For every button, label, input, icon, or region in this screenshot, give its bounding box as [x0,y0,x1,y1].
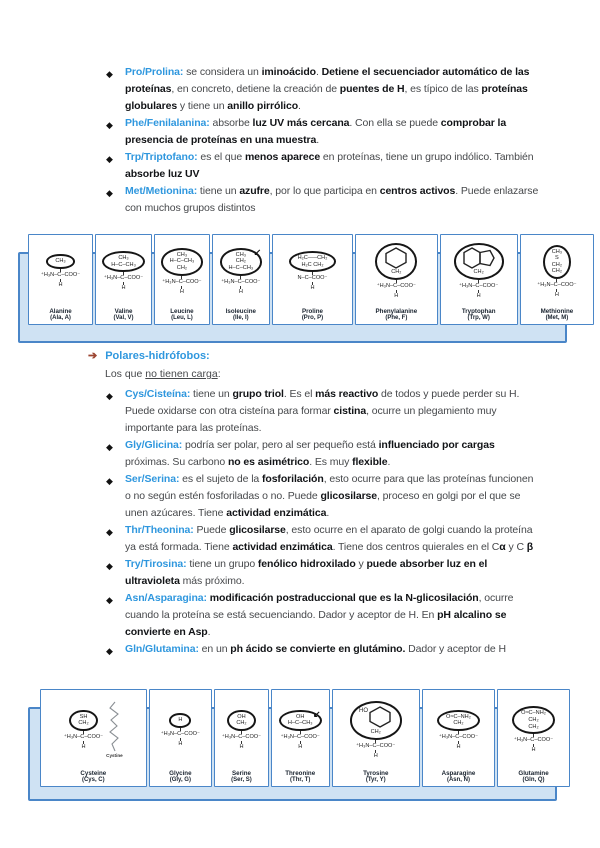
structure-column [220,237,263,306]
aminoacid-name: Tyrosine [363,769,389,777]
text-segment: puede absorber luz en el ultravioleta [125,558,488,587]
polar-aminoacids-list [106,386,537,658]
structure-column [289,237,337,306]
formula-line: H–C–CH₃ [228,265,254,272]
text-segment: . [326,507,330,519]
text-segment: , esto ocurre para que las proteínas funcionen o no según estén fosforiladas o no. Puede [125,473,534,502]
structure-column [41,237,80,306]
aminoacid-cell-alanine [28,234,93,325]
text-segment: , en concreto, detiene la creación de [171,83,340,95]
text-segment: podría ser polar, pero al ser pequeño está [182,439,379,451]
text-segment: , esto ocurre en el aparato de golgi cuando la proteína ya está formada. Tiene [125,524,533,553]
svg-text:HO: HO [358,707,368,714]
formula-line: CH₂ [235,258,246,265]
structure-column [537,237,576,306]
text-segment: . Tiene dos centros quierales en el C [332,541,500,553]
text-segment: . Puede enlazarse con muchos grupos distintos [125,185,539,214]
formula-line: CH₂ [391,269,402,276]
side-chain-circle [543,245,571,279]
indole-ring-icon [463,247,495,269]
structure-column [375,237,417,306]
aminoacid-code: (Gly, G) [169,777,191,783]
text-segment: luz UV más cercana [252,117,350,129]
alpha-hydrogen: H [531,747,536,754]
cystine-structure-icon [106,701,122,753]
aminoacid-code: (Thr, T) [290,777,311,783]
backbone-formula: ⁺H₃N–C–COO⁻ [280,733,320,740]
list-item [106,149,539,183]
aminoacid-name: Threonine [285,769,316,777]
side-chain-circle [220,248,263,276]
structure-column [161,237,204,306]
alpha-hydrogen: H [239,743,244,750]
bullet-diamond-icon: ◆ [106,476,113,486]
text-segment: proteínas globulares [125,83,528,112]
backbone-formula: ⁺H₃N–C–COO⁻ [376,283,416,290]
aminoacid-term: Gly/Glicina: [125,439,183,451]
aminoacid-cell-glycine [149,689,212,787]
aminoacid-name: Glycine [169,769,192,777]
chiral-carbon-arrow-icon: ↙ [253,246,262,257]
hydrophobic-aminoacids-list [106,64,539,217]
aminoacid-term: Try/Tirosina: [125,558,187,570]
formula-line: CH₃ [551,248,563,255]
chiral-carbon-arrow-icon: ↙ [313,708,321,719]
aminoacid-cell-serine [214,689,269,787]
text-segment: actividad enzimática [226,507,327,519]
formula-line: OH [296,713,305,720]
aminoacid-code: (Pro, P) [301,315,324,321]
text-segment: no es asimétrico [227,456,310,468]
side-chain-circle [102,251,145,272]
text-segment: tiene un [190,388,233,400]
side-chain-circle [227,710,255,731]
list-item [106,386,537,437]
text-segment: más próximo. [179,575,245,587]
formula-line: CH₂ [473,269,484,276]
backbone-formula: ⁺H₃N–C–COO⁻ [459,283,499,290]
aminoacid-code: (Ile, I) [233,315,249,321]
formula-line: CH₂ [176,265,188,272]
aminoacid-cell-valine [95,234,152,325]
aminoacid-code: (Val, V) [113,315,134,321]
aminoacid-name: Methionine [540,307,574,315]
backbone-formula: ⁺H₃N–C–COO⁻ [513,737,554,744]
aminoacid-term: Gln/Glutamina: [125,643,199,655]
formula-line: CH₂ [370,728,381,735]
text-segment: es el que [197,151,245,163]
text-segment: glicosilarse [320,490,378,502]
formula-line: CH₂ [236,720,247,727]
bullet-diamond-icon: ◆ [106,442,113,452]
formula-line: H₂C CH₂ [301,261,324,268]
text-segment: absorbe [209,117,253,129]
alpha-hydrogen: H [58,282,63,289]
text-segment: , por lo que participa en [269,185,380,197]
list-item [106,641,537,658]
aminoacid-name: Phenylalanine [375,307,418,315]
aminoacid-term: Cys/Cisteína: [125,388,191,400]
aminoacid-structure-strip-2 [40,689,570,787]
backbone-formula: ⁺H₃N–C–COO⁻ [103,275,144,282]
aminoacid-cell-cysteine [40,689,147,787]
formula-line: CH₂ [551,261,563,268]
formula-line: O≈C–NH₂ [521,710,546,717]
structure-column [437,692,480,768]
aminoacid-code: (Met, M) [545,315,569,321]
text-segment: fenólico hidroxilado [257,558,356,570]
backbone-formula: ⁺H₃N–C–COO⁻ [221,733,262,740]
text-segment: , es típico de las [404,83,482,95]
section-title: Polares-hidrófobos: [105,350,210,362]
structure-column [350,692,402,768]
backbone-formula: ⁺H₃N–C–COO⁻ [162,278,202,285]
alpha-hydrogen: H [238,288,243,295]
text-segment: . Es muy [309,456,353,468]
bullet-diamond-icon: ◆ [106,527,113,537]
list-item [106,437,537,471]
structure-row [64,692,123,768]
text-segment: puentes de H [339,83,405,95]
benzene-ring-icon [384,247,408,269]
formula-line: CH₃ [118,255,129,262]
structure-column [222,692,261,768]
alpha-hydrogen: H [179,288,184,295]
text-segment: cistina [333,405,367,417]
side-chain-circle [289,251,337,272]
aminoacid-term: Phe/Fenilalanina: [125,117,210,129]
intro-suffix: : [217,368,221,380]
side-chain-circle [437,710,480,731]
formula-line: CH₂ [551,268,563,275]
formula-line: CH₂ [528,723,539,730]
aminoacid-name: Tryptophan [461,307,496,315]
aminoacid-name: Alanine [49,307,72,315]
alpha-hydrogen: H [298,743,303,750]
formula-line: H–C–CH₃ [169,258,195,265]
formula-line: CH₃ [176,251,188,258]
aminoacid-term: Met/Metionina: [125,185,198,197]
aminoacid-name: Isoleucine [225,307,256,315]
aminoacid-cell-proline [272,234,353,325]
formula-line: O≈C–NH₂ [446,713,471,720]
backbone-formula: ⁺H₃N–C–COO⁻ [438,733,479,740]
text-segment: . Es el [283,388,316,400]
text-segment: . [387,456,391,468]
backbone-formula: ⁺H₃N–C–COO⁻ [221,278,261,285]
bullet-diamond-icon: ◆ [106,188,113,198]
formula-line: S [555,255,559,262]
text-segment: Puede [193,524,230,536]
alpha-hydrogen: H [310,285,315,292]
text-segment: iminoácido [261,66,317,78]
aminoacid-term: Ser/Serina: [125,473,180,485]
bullet-diamond-icon: ◆ [106,561,113,571]
text-segment: , ocurre un plegamiento muy importante para las proteínas. [125,405,497,434]
aminoacid-cell-leucine [154,234,210,325]
backbone-formula: ⁺H₃N–C–COO⁻ [63,733,104,740]
text-segment: . [207,626,211,638]
intro-underlined: no tienen carga [145,368,218,380]
list-item [106,522,537,556]
structure-column [279,692,322,768]
text-segment: flexible [352,456,388,468]
structure-column [102,237,145,306]
text-segment: centros activos [379,185,456,197]
alpha-hydrogen: H [178,740,183,747]
side-chain-circle [512,706,555,734]
aminoacid-code: (Trp, W) [467,315,490,321]
text-segment: pH alcalino se convierte en Asp [125,609,507,638]
text-segment: actividad enzimática [232,541,333,553]
aminoacid-cell-isoleucine [212,234,270,325]
side-chain-circle [279,710,322,731]
bullet-diamond-icon: ◆ [106,120,113,130]
text-segment: más reactivo [315,388,379,400]
bullet-diamond-icon: ◆ [106,154,113,164]
bullet-diamond-icon: ◆ [106,391,113,401]
bullet-diamond-icon: ◆ [106,646,113,656]
text-segment: absorbe luz UV [125,168,200,180]
formula-line: OH [237,713,246,720]
text-segment: es el sujeto de la [179,473,262,485]
text-segment: ph ácido se convierte en glutámino. [230,643,406,655]
aminoacid-code: (Leu, L) [171,315,193,321]
side-chain-circle [454,243,504,280]
text-segment: en un [198,643,231,655]
list-item [106,64,539,115]
structure-column [161,692,200,768]
aminoacid-code: (Phe, F) [385,315,408,321]
formula-line: H–C–CH₃ [111,261,136,268]
cystine-column [106,701,123,759]
text-segment: y [355,558,367,570]
structure-column [454,237,504,306]
aminoacid-name: Proline [301,307,323,315]
formula-line: CH₃ [235,251,247,258]
aminoacid-cell-tryptophan [440,234,518,325]
text-segment: menos aparece [244,151,321,163]
text-segment: Detiene el secuenciador automático de las proteínas [125,66,530,95]
aminoacid-code: (Gln, Q) [522,777,545,783]
text-segment: grupo triol [232,388,284,400]
arrow-icon: ➔ [88,350,98,362]
backbone-formula: N–C–COO⁻ [297,275,328,282]
backbone-formula: ⁺H₃N–C–COO⁻ [356,742,396,749]
side-chain-circle [161,248,204,276]
text-segment: β [526,541,534,553]
list-item [106,183,539,217]
aminoacid-code: (Tyr, Y) [365,777,386,783]
aminoacid-code: (Ala, A) [50,315,71,321]
formula-line: SH [79,713,88,720]
alpha-hydrogen: H [394,293,399,300]
aminoacid-term: Pro/Prolina: [125,66,184,78]
alpha-hydrogen: H [554,291,559,298]
phenol-ring-icon [359,705,393,729]
structure-column [512,692,555,768]
aminoacid-term: Asn/Asparagina: [125,592,207,604]
backbone-formula: ⁺H₃N–C–COO⁻ [537,281,577,288]
side-chain-circle [69,710,97,731]
text-segment: α [499,541,506,553]
aminoacid-name: Asparagine [441,769,476,777]
text-segment: anillo pirrólico [227,100,299,112]
text-segment: y C [505,541,527,553]
aminoacid-name: Valine [114,307,133,315]
aminoacid-code: (Cys, C) [81,777,105,783]
text-segment: . [298,100,301,112]
formula-line: H–C–CH₃ [287,720,313,727]
aminoacid-name: Cysteine [80,769,107,777]
formula-line: CH₃ [55,258,66,265]
text-segment: , ocurre cuando la proteína se está secuenciando. Dador y aceptor de H. En [125,592,514,621]
text-segment: azufre [239,185,270,197]
text-segment: tiene un [197,185,240,197]
side-chain-circle [169,713,191,728]
aminoacid-code: (Ser, S) [231,777,252,783]
alpha-hydrogen: H [373,752,378,759]
aminoacid-cell-tyrosine [332,689,420,787]
alpha-hydrogen: H [81,743,86,750]
side-chain-circle [350,701,402,740]
list-item [106,115,539,149]
aminoacid-cell-threonine [271,689,330,787]
aminoacid-cell-methionine [520,234,594,325]
aminoacid-name: Serine [232,769,251,777]
text-segment: y tiene un [177,100,228,112]
formula-line: CH₂ [78,720,89,727]
intro-prefix: Los que [105,368,146,380]
text-segment: glicosilarse [229,524,286,536]
aminoacid-cell-asparagine [422,689,495,787]
bullet-diamond-icon: ◆ [106,69,113,79]
aminoacid-term: Thr/Theonina: [125,524,194,536]
backbone-formula: ⁺H₃N–C–COO⁻ [40,272,81,279]
text-segment: se considera un [183,66,262,78]
text-segment: modificación postraduccional que es la N-glicosilación [209,592,479,604]
text-segment: Dador y aceptor de H [405,643,506,655]
text-segment: influenciado por cargas [378,439,495,451]
alpha-hydrogen: H [456,743,461,750]
formula-line: CH₂ [453,720,464,727]
text-segment: . Con ella se puede [349,117,441,129]
text-segment: tiene un grupo [186,558,258,570]
section-intro-line [105,366,221,383]
text-segment: comprobar la presencia de proteínas en una muestra [125,117,507,146]
text-segment: en proteínas, tiene un grupo indólico. También [320,151,534,163]
aminoacid-code: (Asn, N) [446,777,470,783]
aminoacid-structure-strip-1 [28,234,594,325]
text-segment: próximas. Su carbono [125,456,228,468]
side-chain-circle [46,254,74,269]
alpha-hydrogen: H [121,285,126,292]
text-segment: de todos y puede perder su H. Puede oxidarse con otra cisteína para formar [125,388,520,417]
text-segment: . [316,134,320,146]
text-segment: . [316,66,322,78]
text-segment: fosforilación [261,473,324,485]
section-heading-row [88,348,210,365]
formula-line: CH₂ [528,716,539,723]
side-chain-circle [375,243,417,280]
list-item [106,471,537,522]
aminoacid-name: Glutamine [518,769,549,777]
aminoacid-term: Trp/Triptofano: [125,151,198,163]
cystine-label: Cystine [106,752,123,758]
structure-column [64,710,103,750]
bullet-diamond-icon: ◆ [106,595,113,605]
formula-line: H₂C–––CH₂ [297,255,328,262]
list-item [106,590,537,641]
aminoacid-name: Leucine [170,307,194,315]
text-segment: , proceso en golgi por el que se unen azúcares. Tiene [125,490,521,519]
aminoacid-cell-glutamine [497,689,570,787]
list-item [106,556,537,590]
backbone-formula: ⁺H₃N–C–COO⁻ [160,730,200,737]
formula-line: H [178,716,183,723]
alpha-hydrogen: H [476,293,481,300]
aminoacid-cell-phenylalanine [355,234,437,325]
